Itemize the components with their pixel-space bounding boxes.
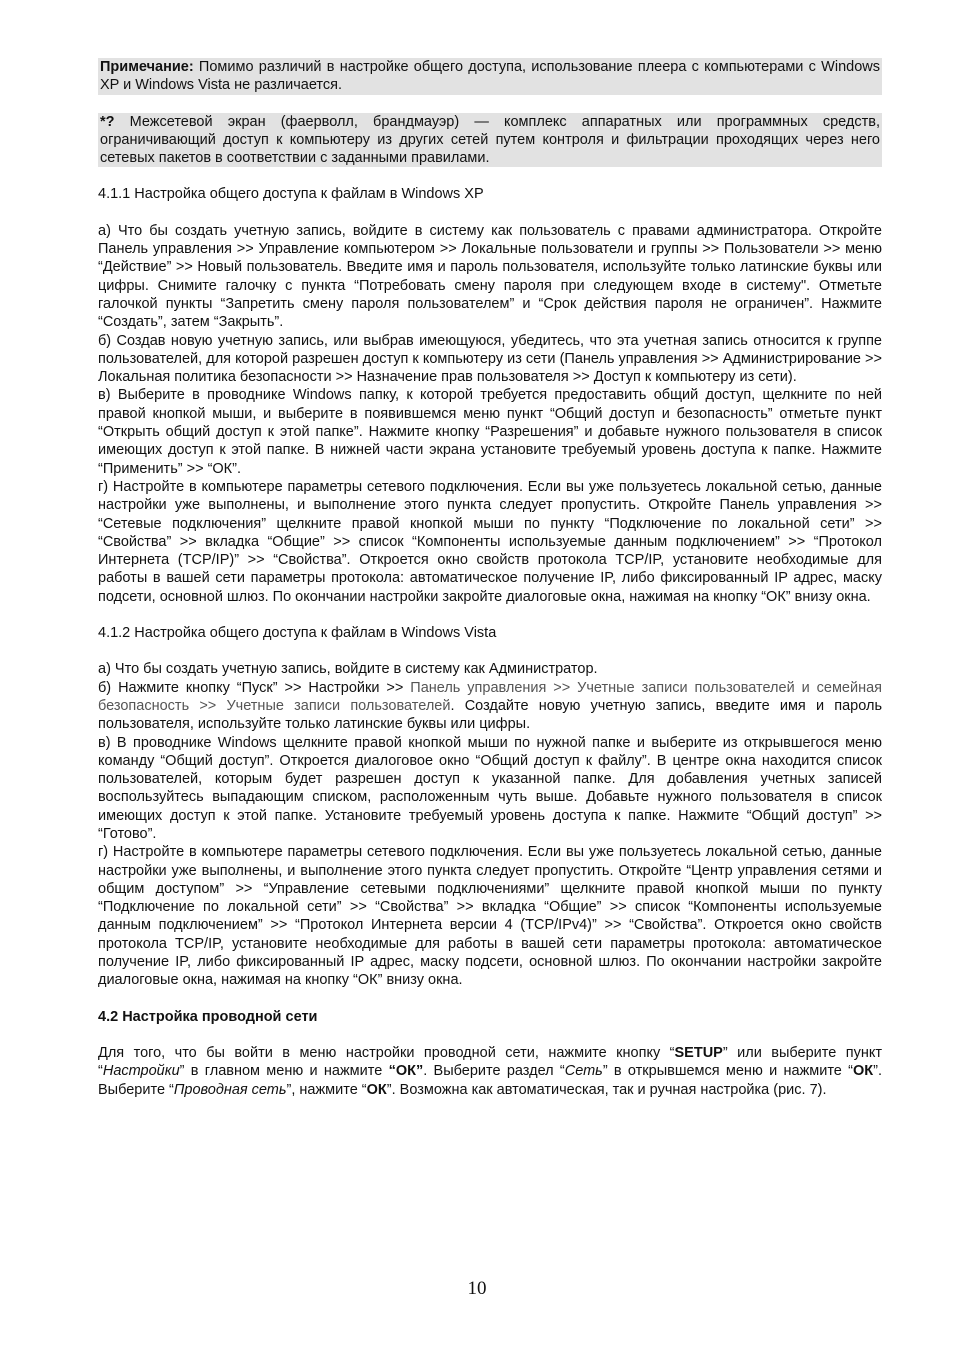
s412-step-b-end: . Создайте новую учетную запись, введите имя и пароль пользователя, используйте только латинские буквы или цифры. — [98, 697, 882, 733]
setup-key: SETUP — [674, 1044, 723, 1061]
section-4-2-title — [98, 1008, 882, 1026]
s42-text-3: ” в главном меню и нажмите — [179, 1063, 389, 1080]
s42-text-4: . Выберите раздел “ — [423, 1063, 565, 1080]
section-4-2-heading: Настройка проводной сети — [118, 1008, 318, 1025]
s42-text-5: ” в открывшемся меню и нажмите “ — [602, 1063, 853, 1080]
s412-step-v: в) В проводнике Windows щелкните правой кнопкой мыши по нужной папке и выберите из открывшегося меню команду “Общий доступ”. Откроется диалоговое окно “Общий доступ к файлу”. В центре окна находится список пользователей, которым будет разрешен доступ к указанной папке. Для добавления учетных записей воспользуйтесь выпадающим списком, расположенным чуть выше. Добавьте нужного пользователя в список имеющих доступ к этой папке. Установите требуемый уровень доступа к папке. Нажмите “Общий доступ” >> “Готово”. — [98, 734, 882, 842]
footnote-block — [98, 113, 882, 168]
section-4-1-1-title: 4.1.1 Настройка общего доступа к файлам в Windows XP — [98, 186, 484, 203]
s42-text-6: ”. Выберите “ — [98, 1063, 882, 1098]
s412-step-b — [98, 679, 882, 734]
s42-text-8: ”. Возможна как автоматическая, так и ручная настройка (рис. 7). — [386, 1081, 827, 1098]
ok-key-1: “ОК” — [388, 1063, 424, 1080]
s412-control-panel-path: Панель управления >> Учетные записи пользователей и семейная безопасность >> Учетные записи пользователей — [98, 679, 882, 714]
wired-network-name: Проводная сеть — [173, 1081, 287, 1098]
s42-text-1: Для того, что бы войти в меню настройки проводной сети, нажмите кнопку “ — [98, 1044, 675, 1061]
ok-key-2: ОК — [853, 1063, 874, 1080]
note-block — [98, 58, 882, 95]
s42-text-7: ”, нажмите “ — [286, 1081, 367, 1098]
ok-key-3: ОК — [366, 1081, 387, 1098]
note-text: Помимо различий в настройке общего доступа, использование плеера с компьютерами с Windows XP и Windows Vista не различается. — [100, 59, 880, 94]
section-4-2-number: 4.2 — [98, 1008, 119, 1025]
s412-step-a: а) Что бы создать учетную запись, войдите в систему как Администратор. — [98, 661, 598, 678]
footnote-marker: *? — [100, 113, 115, 130]
s411-step-b: б) Создав новую учетную запись, или выбрав имеющуюся, убедитесь, что эта учетная запись относится к группе пользователей, для которой разрешен доступ к компьютеру из сети (Панель управления >> Администрирование >> Локальная политика безопасности >> Назначение прав пользователя >> Доступ к компьютеру из сети). — [98, 332, 882, 386]
note-label: Примечание: — [100, 59, 194, 75]
s411-step-a: а) Что бы создать учетную запись, войдите в систему как пользователь с правами администратора. Откройте Панель управления >> Управление компьютером >> Локальные пользователи и группы >> Пользователи >> меню “Действие” >> Новый пользователь. Введите имя и пароль пользователя, используйте только латинские буквы или цифры. Снимите галочку с пункта “Потребовать смену пароля при следующем входе в систему". Отметьте галочкой пункты “Запретить смену пароля пользователем” и “Срок действия пароля не ограничен”. Нажмите “Создать”, затем “Закрыть”. — [98, 222, 882, 331]
s411-step-g: г) Настройте в компьютере параметры сетевого подключения. Если вы уже пользуетесь локальной сетью, данные настройки уже выполнены, и выполнение этого пункта следует пропустить. Откройте Панель управления >> “Сетевые подключения” щелкните правой кнопкой мыши по пункту “Подключение по локальной сети” >> “Свойства” >> вкладка “Общие” >> список “Компоненты используемые данным подключением” >> “Протокол Интернета (TCP/IP)” >> “Свойства”. Откроется окно свойств протокола TCP/IP, установите необходимые для работы в вашей сети параметры протокола: автоматическое получение IP, либо фиксированный IP адрес, маску подсети, основной шлюз. По окончании настройки закройте диалоговые окна, нажимая на кнопку “ОК” внизу окна. — [98, 478, 882, 605]
network-section-name: Сеть — [564, 1063, 603, 1080]
section-4-1-2-title: 4.1.2 Настройка общего доступа к файлам в Windows Vista — [98, 625, 497, 642]
settings-menu-name: Настройки — [102, 1063, 180, 1080]
s42-paragraph — [98, 1044, 882, 1099]
s411-step-v: в) Выберите в проводнике Windows папку, к которой требуется предоставить общий доступ, щелкните по ней правой кнопкой мыши, и выберите в появившемся меню пункт “Общий доступ и безопасность” отметьте пункт “Открыть общий доступ к этой папке”. Нажмите кнопку “Разрешения” и добавьте нужного пользователя в список имеющих доступ к этой папке. В нижней части экрана установите требуемый уровень доступа к папке. Нажмите “Применить” >> “ОК”. — [98, 387, 882, 477]
document-page — [98, 58, 882, 1099]
footnote-text: Межсетевой экран (фаерволл, брандмауэр) — комплекс аппаратных или программных средств, ограничивающий доступ к компьютеру из других сетей путем контроля и фильтрации проходящих через него сетевых пакетов в соответствии с заданными правилами. — [100, 113, 880, 167]
page-number: 10 — [467, 1278, 487, 1299]
s412-step-b-start: б) Нажмите кнопку “Пуск” >> Настройки >> — [98, 679, 411, 696]
s412-step-g: г) Настройте в компьютере параметры сетевого подключения. Если вы уже пользуетесь локальной сетью, данные настройки уже выполнены, и выполнение этого пункта следует пропустить. Откройте “Центр управления сетями и общим доступом” >> “Управление сетевыми подключениями” щелкните правой кнопкой мыши по пункту “Подключение по локальной сети” >> “Свойства” >> вкладка “Общие” >> список “Компоненты используемые данным подключением” >> “Протокол Интернета версии 4 (TCP/IPv4)” >> “Свойства”. Откроется окно свойств протокола TCP/IP, установите необходимые для работы в вашей сети параметры протокола: автоматическое получение IP, либо фиксированный IP адрес, маску подсети, основной шлюз. По окончании настройки закройте диалоговые окна, нажимая на кнопку “ОК” внизу окна. — [98, 844, 882, 989]
s42-text-2: ” или выберите пункт “ — [98, 1044, 883, 1080]
